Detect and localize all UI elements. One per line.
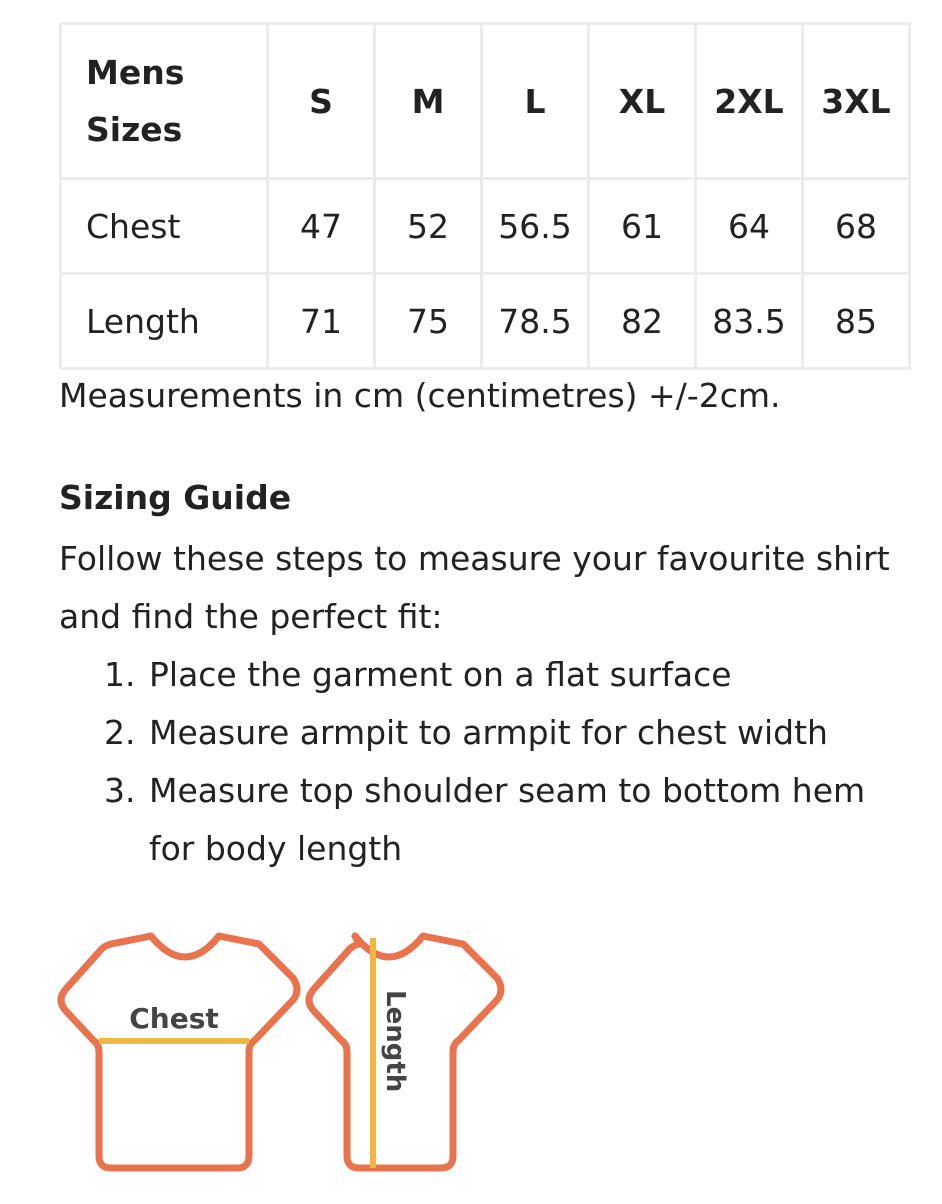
length-diagram-label: Length [380, 990, 410, 1093]
size-header-2xl: 2XL [696, 24, 803, 179]
step-number: 2. [104, 713, 136, 752]
step-number: 1. [104, 655, 136, 694]
size-header-m: M [375, 24, 482, 179]
chest-row-label: Chest [61, 179, 268, 274]
chest-value-3xl: 68 [803, 179, 910, 274]
size-header-3xl: 3XL [803, 24, 910, 179]
chest-value-s: 47 [268, 179, 375, 274]
step-text: Measure top shoulder seam to bottom hem for body length [149, 771, 866, 868]
header-label-cell [61, 24, 268, 179]
sizing-step [104, 646, 894, 704]
length-row-label: Length [61, 274, 268, 369]
header-label-line-2: Sizes [86, 110, 183, 149]
sizing-guide-intro: Follow these steps to measure your favourite shirt and find the perfect fit: [59, 539, 890, 636]
length-row [61, 274, 910, 369]
header-label-line-1: Mens [86, 53, 185, 92]
step-number: 3. [104, 771, 136, 810]
length-value-l: 78.5 [482, 274, 589, 369]
length-value-m: 75 [375, 274, 482, 369]
chest-shirt-outline [61, 936, 297, 1168]
length-value-xl: 82 [589, 274, 696, 369]
chest-value-xl: 61 [589, 179, 696, 274]
sizing-steps-list [104, 646, 894, 878]
size-header-l: L [482, 24, 589, 179]
chest-value-l: 56.5 [482, 179, 589, 274]
size-header-s: S [268, 24, 375, 179]
chest-shirt-icon [61, 936, 297, 1168]
length-value-3xl: 85 [803, 274, 910, 369]
measurement-note: Measurements in cm (centimetres) +/-2cm. [59, 376, 781, 415]
size-chart-table [59, 22, 911, 370]
length-value-s: 71 [268, 274, 375, 369]
shirt-measurement-diagram [55, 930, 555, 1180]
sizing-step [104, 704, 894, 762]
size-header-xl: XL [589, 24, 696, 179]
sizing-step [104, 762, 894, 878]
sizing-guide-title: Sizing Guide [59, 478, 292, 517]
chest-value-m: 52 [375, 179, 482, 274]
length-value-2xl: 83.5 [696, 274, 803, 369]
size-header-row [61, 24, 910, 179]
step-text: Place the garment on a flat surface [149, 655, 732, 694]
length-shirt-icon [309, 936, 501, 1168]
chest-row [61, 179, 910, 274]
step-text: Measure armpit to armpit for chest width [149, 713, 828, 752]
chest-diagram-label: Chest [129, 1002, 219, 1035]
chest-value-2xl: 64 [696, 179, 803, 274]
